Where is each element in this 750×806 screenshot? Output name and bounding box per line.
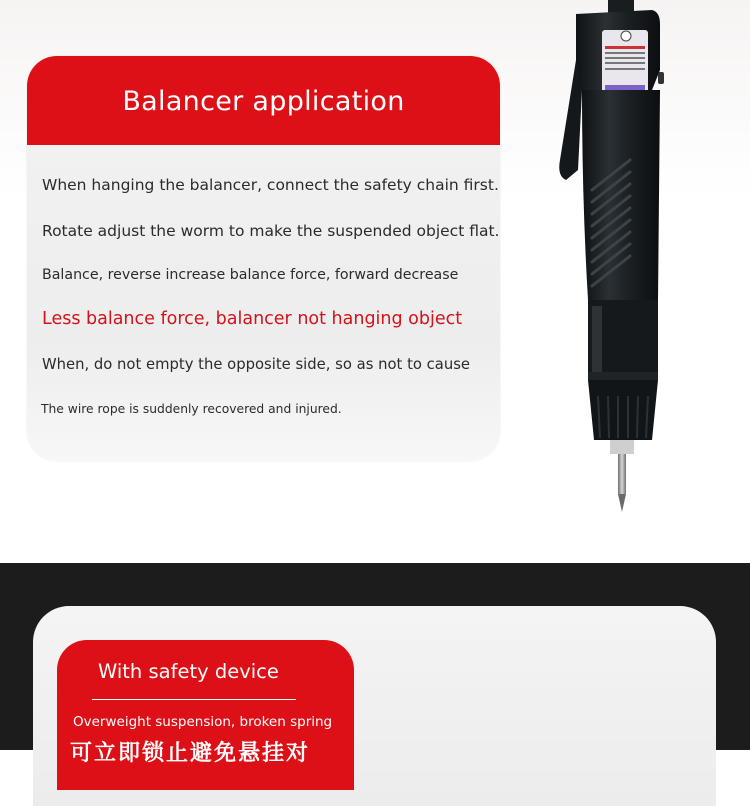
card-header xyxy=(27,56,500,145)
safety-device-subtitle: Overweight suspension, broken spring xyxy=(73,714,333,730)
instruction-warning-line: Less balance force, balancer not hanging object xyxy=(42,309,463,329)
instruction-line-1: When hanging the balancer, connect the safety chain first. xyxy=(42,176,499,194)
safety-device-cut-text: 可立即锁止避免悬挂对 xyxy=(70,741,311,766)
instruction-line-2: Rotate adjust the worm to make the suspended object flat. xyxy=(42,222,500,240)
instruction-line-6: The wire rope is suddenly recovered and injured. xyxy=(41,402,342,416)
instruction-line-3: Balance, reverse increase balance force, forward decrease xyxy=(42,267,459,283)
instruction-line-5: When, do not empty the opposite side, so as not to cause xyxy=(42,356,471,373)
safety-device-title: With safety device xyxy=(98,660,279,683)
electric-screwdriver-icon xyxy=(548,0,668,520)
title-divider xyxy=(92,699,296,700)
card-title: Balancer application xyxy=(122,86,405,117)
balancer-application-card xyxy=(27,56,500,461)
